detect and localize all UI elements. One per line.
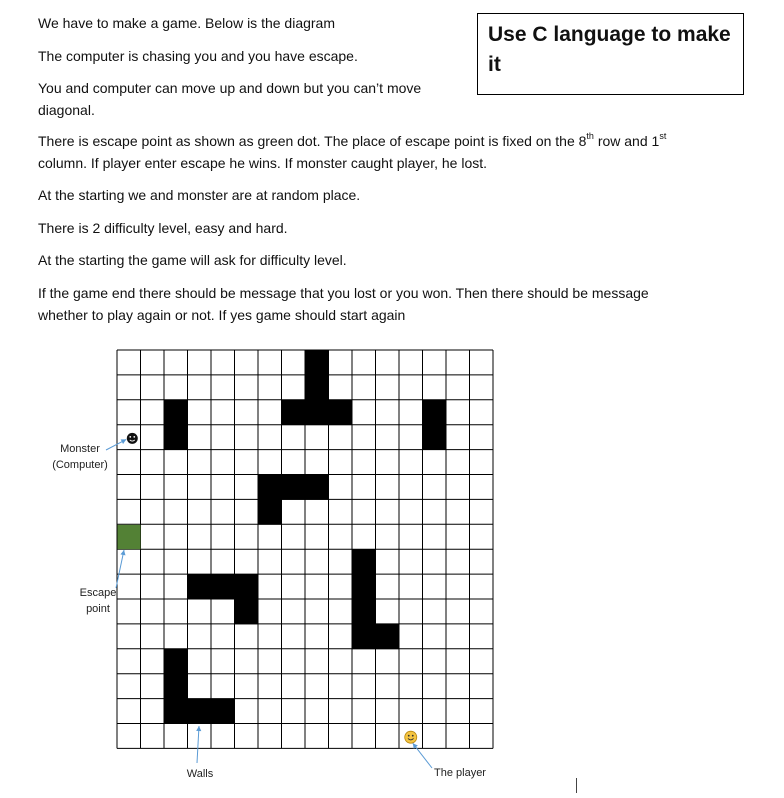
monster-face xyxy=(127,433,138,444)
wall-cell xyxy=(258,499,282,524)
wall-cell xyxy=(352,574,376,599)
ordinal-th: th xyxy=(586,131,594,142)
wall-cell xyxy=(352,599,376,624)
monster-icon xyxy=(127,433,138,444)
wall-cell xyxy=(376,624,400,649)
ask-difficulty-paragraph: At the starting the game will ask for difficulty level. xyxy=(38,252,347,268)
callout-text: Use C language to make it xyxy=(488,23,731,76)
wall-cell xyxy=(423,425,447,450)
difficulty-paragraph: There is 2 difficulty level, easy and hard. xyxy=(38,220,288,236)
end-game-paragraph: If the game end there should be message that you lost or you won. Then there should be message whether to play again or not. If yes game should start again xyxy=(38,285,649,323)
wall-cell xyxy=(164,699,188,724)
wall-cell xyxy=(329,400,353,425)
player-eye xyxy=(412,735,414,737)
wall-cell xyxy=(164,425,188,450)
monster-eye xyxy=(133,436,135,438)
escape-label: Escape point xyxy=(79,587,117,615)
walls-label: Walls xyxy=(186,768,214,780)
walls-arrow xyxy=(196,726,201,763)
wall-cell xyxy=(352,624,376,649)
wall-cell xyxy=(305,475,329,500)
wall-cell xyxy=(188,574,212,599)
wall-cell xyxy=(423,400,447,425)
player-eye xyxy=(408,735,410,737)
arrow-head xyxy=(120,550,125,555)
escape-text-a: There is escape point as shown as green dot. The place of escape point is fixed on the 8 xyxy=(38,133,587,149)
escape-point xyxy=(118,525,141,549)
wall-cell xyxy=(305,350,329,375)
escape-text-b: row and 1 xyxy=(593,133,660,149)
movement-paragraph: You and computer can move up and down but you can’t move diagonal. xyxy=(38,80,422,118)
chase-paragraph: The computer is chasing you and you have escape. xyxy=(38,48,358,64)
wall-cell xyxy=(305,375,329,400)
wall-cell xyxy=(164,674,188,699)
monster-label: Monster (Computer) xyxy=(52,443,108,471)
text-cursor xyxy=(576,778,577,793)
arrow-head xyxy=(196,726,201,731)
escape-text-c: column. If player enter escape he wins. If monster caught player, he lost. xyxy=(38,155,488,171)
wall-cell xyxy=(164,649,188,674)
wall-cell xyxy=(258,475,282,500)
wall-cell xyxy=(282,400,306,425)
wall-cell xyxy=(188,699,212,724)
wall-cell xyxy=(211,699,235,724)
intro-paragraph: We have to make a game. Below is the diagram xyxy=(38,15,336,31)
player-icon xyxy=(405,731,417,743)
monster-eye xyxy=(129,436,131,438)
wall-cell xyxy=(164,400,188,425)
wall-cell xyxy=(235,599,259,624)
wall-cell xyxy=(282,475,306,500)
player-label: The player xyxy=(434,767,486,779)
wall-cell xyxy=(235,574,259,599)
wall-cell xyxy=(352,549,376,574)
player-face xyxy=(405,731,417,743)
wall-cell xyxy=(305,400,329,425)
ordinal-st: st xyxy=(659,131,667,142)
wall-cell xyxy=(211,574,235,599)
arrow-line xyxy=(197,726,199,763)
start-paragraph: At the starting we and monster are at random place. xyxy=(38,187,361,203)
